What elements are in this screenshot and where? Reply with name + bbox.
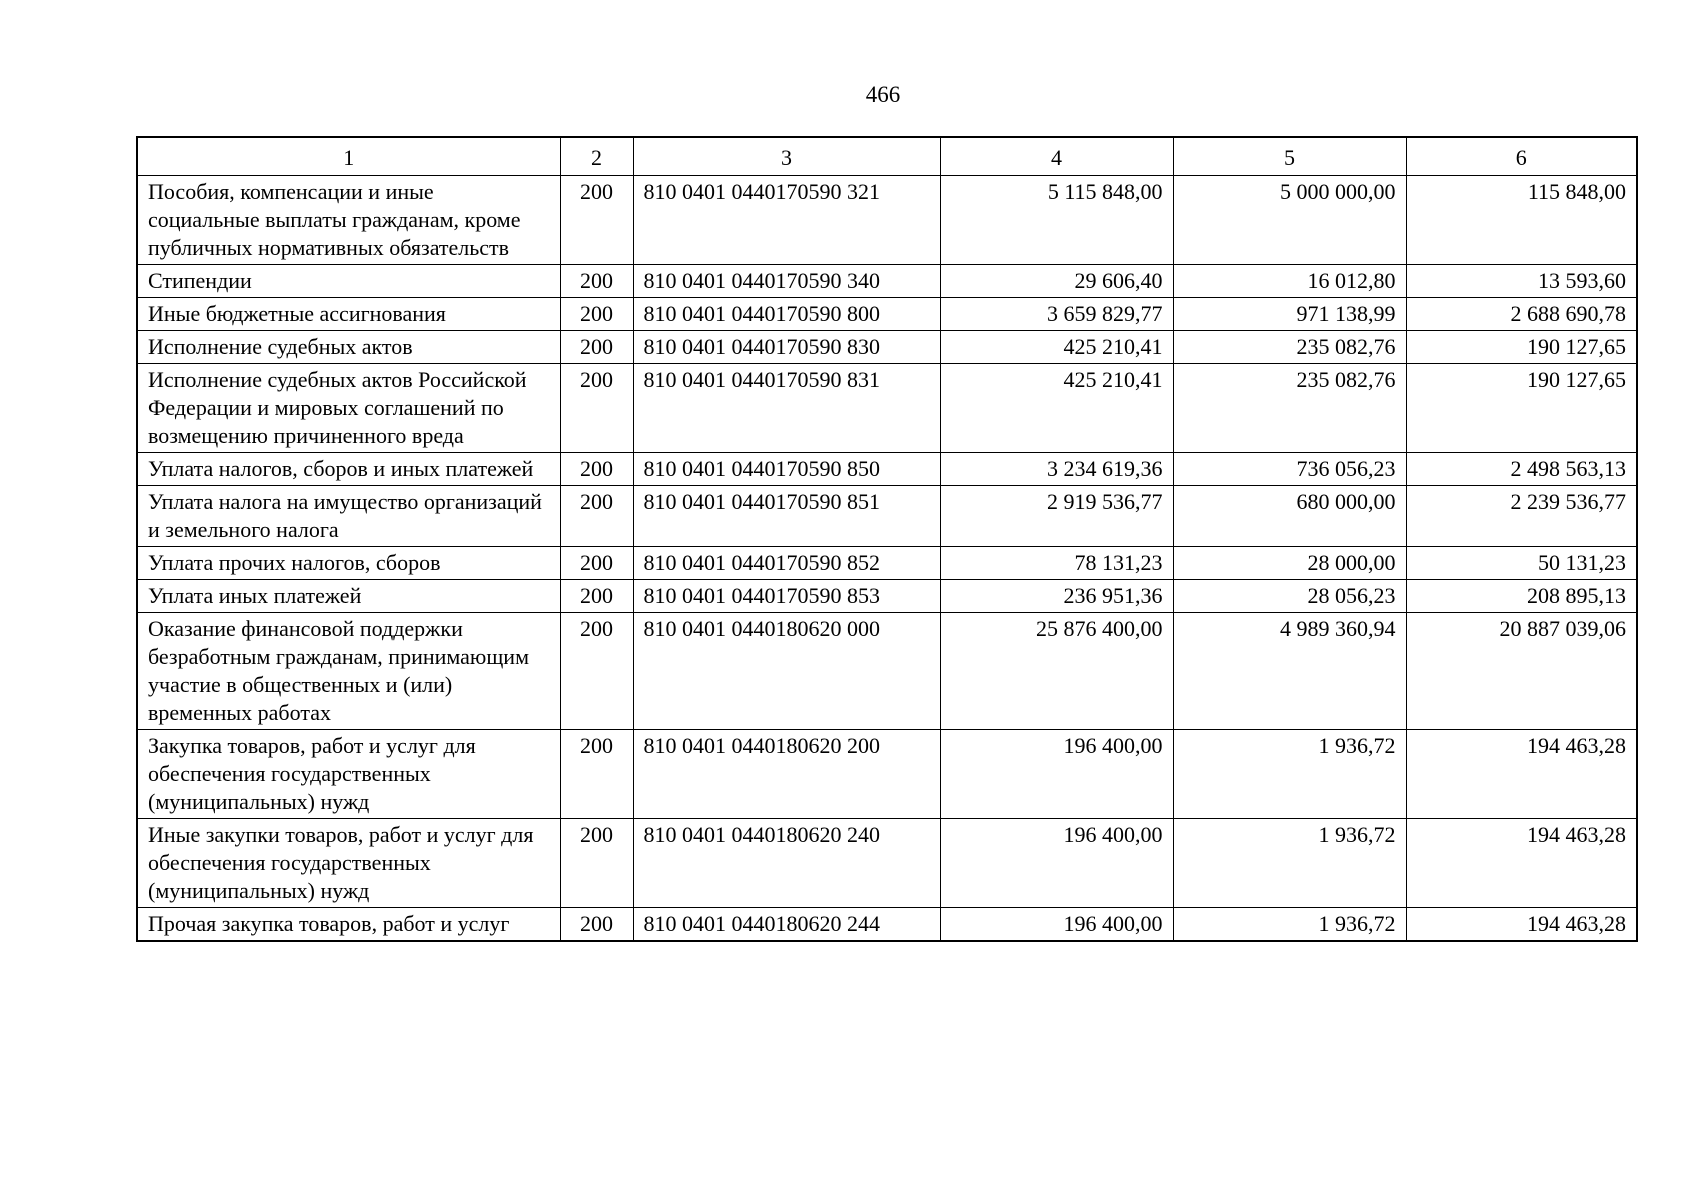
row-classification-cell: 810 0401 0440170590 321 [633, 176, 940, 265]
header-row [137, 137, 1637, 176]
table-row [137, 908, 1637, 942]
row-executed-amount-cell: 680 000,00 [1173, 486, 1406, 547]
row-approved-amount-cell: 5 115 848,00 [940, 176, 1173, 265]
row-approved-amount-cell: 425 210,41 [940, 331, 1173, 364]
column-header-3: 3 [633, 137, 940, 176]
table-row [137, 613, 1637, 730]
row-unexecuted-amount-cell: 13 593,60 [1406, 265, 1637, 298]
row-name-cell: Закупка товаров, работ и услуг для обеспечения государственных (муниципальных) нужд [137, 730, 560, 819]
row-classification-cell: 810 0401 0440180620 244 [633, 908, 940, 942]
row-approved-amount-cell: 3 659 829,77 [940, 298, 1173, 331]
row-code-cell: 200 [560, 176, 633, 265]
row-name-cell: Уплата иных платежей [137, 580, 560, 613]
row-unexecuted-amount-cell: 208 895,13 [1406, 580, 1637, 613]
row-name-cell: Уплата налога на имущество организаций и земельного налога [137, 486, 560, 547]
table-row [137, 176, 1637, 265]
table-row [137, 730, 1637, 819]
row-executed-amount-cell: 4 989 360,94 [1173, 613, 1406, 730]
row-code-cell: 200 [560, 265, 633, 298]
row-unexecuted-amount-cell: 115 848,00 [1406, 176, 1637, 265]
table-row [137, 547, 1637, 580]
row-code-cell: 200 [560, 580, 633, 613]
row-name-cell: Уплата налогов, сборов и иных платежей [137, 453, 560, 486]
table-row [137, 453, 1637, 486]
row-name-cell: Пособия, компенсации и иные социальные выплаты гражданам, кроме публичных нормативных обязательств [137, 176, 560, 265]
row-unexecuted-amount-cell: 2 239 536,77 [1406, 486, 1637, 547]
table-body [137, 176, 1637, 942]
row-classification-cell: 810 0401 0440170590 853 [633, 580, 940, 613]
row-executed-amount-cell: 5 000 000,00 [1173, 176, 1406, 265]
row-code-cell: 200 [560, 453, 633, 486]
table-row [137, 819, 1637, 908]
row-executed-amount-cell: 235 082,76 [1173, 331, 1406, 364]
row-classification-cell: 810 0401 0440170590 852 [633, 547, 940, 580]
row-unexecuted-amount-cell: 2 688 690,78 [1406, 298, 1637, 331]
row-code-cell: 200 [560, 613, 633, 730]
row-unexecuted-amount-cell: 194 463,28 [1406, 908, 1637, 942]
row-unexecuted-amount-cell: 2 498 563,13 [1406, 453, 1637, 486]
row-unexecuted-amount-cell: 194 463,28 [1406, 819, 1637, 908]
row-classification-cell: 810 0401 0440180620 000 [633, 613, 940, 730]
row-approved-amount-cell: 25 876 400,00 [940, 613, 1173, 730]
row-approved-amount-cell: 196 400,00 [940, 730, 1173, 819]
row-code-cell: 200 [560, 908, 633, 942]
row-code-cell: 200 [560, 298, 633, 331]
table-row [137, 331, 1637, 364]
row-classification-cell: 810 0401 0440180620 200 [633, 730, 940, 819]
row-unexecuted-amount-cell: 190 127,65 [1406, 331, 1637, 364]
row-classification-cell: 810 0401 0440170590 800 [633, 298, 940, 331]
table-row [137, 364, 1637, 453]
row-executed-amount-cell: 28 056,23 [1173, 580, 1406, 613]
column-header-6: 6 [1406, 137, 1637, 176]
row-unexecuted-amount-cell: 194 463,28 [1406, 730, 1637, 819]
row-name-cell: Исполнение судебных актов [137, 331, 560, 364]
row-code-cell: 200 [560, 819, 633, 908]
row-executed-amount-cell: 16 012,80 [1173, 265, 1406, 298]
row-approved-amount-cell: 2 919 536,77 [940, 486, 1173, 547]
row-approved-amount-cell: 3 234 619,36 [940, 453, 1173, 486]
row-classification-cell: 810 0401 0440170590 850 [633, 453, 940, 486]
row-approved-amount-cell: 78 131,23 [940, 547, 1173, 580]
column-header-1: 1 [137, 137, 560, 176]
table-row [137, 580, 1637, 613]
row-executed-amount-cell: 1 936,72 [1173, 819, 1406, 908]
row-code-cell: 200 [560, 547, 633, 580]
row-name-cell: Прочая закупка товаров, работ и услуг [137, 908, 560, 942]
row-executed-amount-cell: 971 138,99 [1173, 298, 1406, 331]
table-row [137, 265, 1637, 298]
row-name-cell: Исполнение судебных актов Российской Федерации и мировых соглашений по возмещению причиненного вреда [137, 364, 560, 453]
row-approved-amount-cell: 425 210,41 [940, 364, 1173, 453]
row-classification-cell: 810 0401 0440180620 240 [633, 819, 940, 908]
row-code-cell: 200 [560, 730, 633, 819]
row-classification-cell: 810 0401 0440170590 831 [633, 364, 940, 453]
row-executed-amount-cell: 235 082,76 [1173, 364, 1406, 453]
row-name-cell: Иные бюджетные ассигнования [137, 298, 560, 331]
row-executed-amount-cell: 736 056,23 [1173, 453, 1406, 486]
row-executed-amount-cell: 1 936,72 [1173, 908, 1406, 942]
column-header-2: 2 [560, 137, 633, 176]
row-approved-amount-cell: 196 400,00 [940, 819, 1173, 908]
row-classification-cell: 810 0401 0440170590 830 [633, 331, 940, 364]
row-classification-cell: 810 0401 0440170590 340 [633, 265, 940, 298]
row-code-cell: 200 [560, 486, 633, 547]
row-approved-amount-cell: 29 606,40 [940, 265, 1173, 298]
row-unexecuted-amount-cell: 190 127,65 [1406, 364, 1637, 453]
row-approved-amount-cell: 236 951,36 [940, 580, 1173, 613]
page-number: 466 [865, 82, 901, 107]
row-executed-amount-cell: 28 000,00 [1173, 547, 1406, 580]
column-header-5: 5 [1173, 137, 1406, 176]
table-row [137, 486, 1637, 547]
row-approved-amount-cell: 196 400,00 [940, 908, 1173, 942]
row-name-cell: Оказание финансовой поддержки безработным гражданам, принимающим участие в общественных и (или) временных работах [137, 613, 560, 730]
row-executed-amount-cell: 1 936,72 [1173, 730, 1406, 819]
row-unexecuted-amount-cell: 20 887 039,06 [1406, 613, 1637, 730]
row-name-cell: Иные закупки товаров, работ и услуг для обеспечения государственных (муниципальных) нужд [137, 819, 560, 908]
column-header-4: 4 [940, 137, 1173, 176]
row-code-cell: 200 [560, 331, 633, 364]
table-row [137, 298, 1637, 331]
row-unexecuted-amount-cell: 50 131,23 [1406, 547, 1637, 580]
budget-table [136, 136, 1638, 942]
row-classification-cell: 810 0401 0440170590 851 [633, 486, 940, 547]
row-code-cell: 200 [560, 364, 633, 453]
row-name-cell: Стипендии [137, 265, 560, 298]
row-name-cell: Уплата прочих налогов, сборов [137, 547, 560, 580]
